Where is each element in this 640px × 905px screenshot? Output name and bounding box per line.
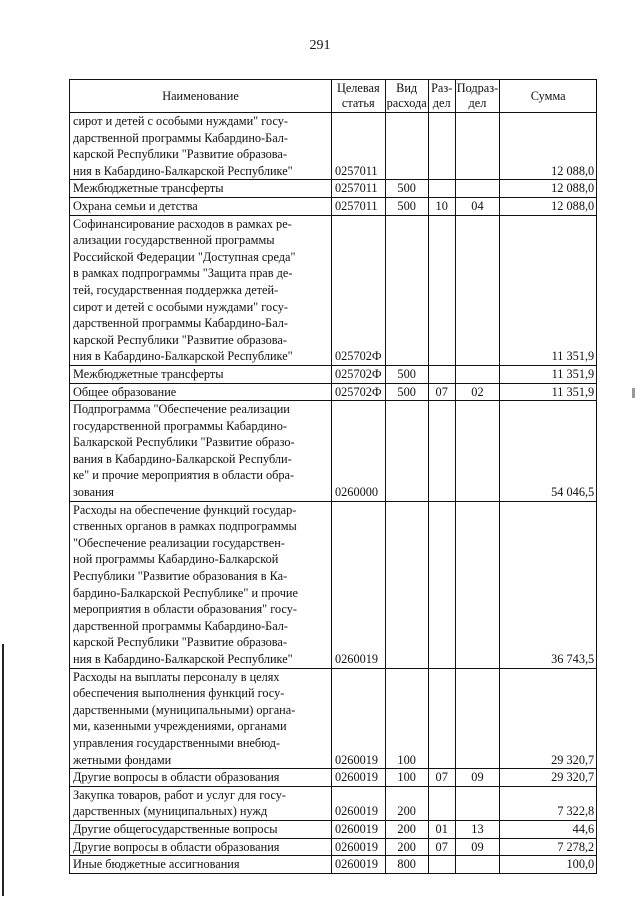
- cell-name: Подпрограмма "Обеспечение реализации государственной программы Кабардино- Балкарской Республики "Развитие образо- вания в Кабардино-Балкарской Республи- ке" и прочие мероприятия в области обра- зования: [70, 401, 332, 502]
- cell-expense-type: 100: [385, 769, 428, 787]
- table-row: [70, 856, 597, 874]
- cell-section: 07: [428, 383, 455, 401]
- cell-section: [428, 215, 455, 365]
- cell-section: [428, 786, 455, 820]
- cell-expense-type: 500: [385, 383, 428, 401]
- cell-subsection: 09: [455, 769, 500, 787]
- header-target-article: Целевая статья: [332, 80, 386, 113]
- cell-section: 07: [428, 769, 455, 787]
- cell-target-article: 0257011: [332, 197, 386, 215]
- cell-subsection: [455, 786, 500, 820]
- cell-sum: 54 046,5: [500, 401, 597, 502]
- cell-expense-type: 100: [385, 668, 428, 769]
- cell-target-article: 0260019: [332, 501, 386, 668]
- cell-subsection: [455, 501, 500, 668]
- cell-subsection: [455, 856, 500, 874]
- cell-expense-type: [385, 215, 428, 365]
- budget-table: [69, 79, 597, 874]
- cell-target-article: 0260000: [332, 401, 386, 502]
- header-name: Наименование: [70, 80, 332, 113]
- cell-target-article: 0260019: [332, 769, 386, 787]
- table-row: [70, 401, 597, 502]
- cell-subsection: [455, 113, 500, 180]
- cell-section: 07: [428, 838, 455, 856]
- cell-expense-type: [385, 113, 428, 180]
- cell-target-article: 0260019: [332, 786, 386, 820]
- table-row: [70, 383, 597, 401]
- cell-section: [428, 401, 455, 502]
- cell-name: Межбюджетные трансферты: [70, 180, 332, 198]
- cell-subsection: [455, 215, 500, 365]
- cell-expense-type: [385, 501, 428, 668]
- cell-name: Охрана семьи и детства: [70, 197, 332, 215]
- cell-sum: 7 322,8: [500, 786, 597, 820]
- cell-subsection: 13: [455, 820, 500, 838]
- cell-target-article: 0260019: [332, 668, 386, 769]
- cell-subsection: [455, 180, 500, 198]
- header-subsection: Подраз- дел: [455, 80, 500, 113]
- cell-target-article: 0257011: [332, 113, 386, 180]
- cell-subsection: [455, 668, 500, 769]
- cell-expense-type: 200: [385, 786, 428, 820]
- cell-section: [428, 113, 455, 180]
- cell-sum: 36 743,5: [500, 501, 597, 668]
- cell-name: Другие вопросы в области образования: [70, 838, 332, 856]
- cell-expense-type: 200: [385, 820, 428, 838]
- cell-subsection: 09: [455, 838, 500, 856]
- scan-margin-mark: [2, 644, 4, 896]
- cell-subsection: [455, 401, 500, 502]
- table-row: [70, 786, 597, 820]
- cell-subsection: 04: [455, 197, 500, 215]
- cell-expense-type: 800: [385, 856, 428, 874]
- cell-section: 10: [428, 197, 455, 215]
- cell-target-article: 025702Ф: [332, 365, 386, 383]
- cell-name: Общее образование: [70, 383, 332, 401]
- cell-target-article: 0260019: [332, 838, 386, 856]
- cell-section: 01: [428, 820, 455, 838]
- cell-sum: 12 088,0: [500, 113, 597, 180]
- cell-name: Другие общегосударственные вопросы: [70, 820, 332, 838]
- table-row: [70, 820, 597, 838]
- cell-name: Расходы на обеспечение функций государ- ственных органов в рамках подпрограммы "Обеспечение реализации государствен- ной программы Кабардино-Балкарской Республики "Развитие образования в Ка- бардино-Балкарской Республике" и прочие мероприятия в области образования" госу- дарственной программы Кабардино-Бал- карской Республики "Развитие образова- ния в Кабардино-Балкарской Республике": [70, 501, 332, 668]
- table-row: [70, 365, 597, 383]
- cell-target-article: 0260019: [332, 820, 386, 838]
- scan-edge-mark: [632, 388, 635, 398]
- cell-sum: 29 320,7: [500, 769, 597, 787]
- cell-section: [428, 668, 455, 769]
- cell-name: сирот и детей с особыми нуждами" госу- дарственной программы Кабардино-Бал- карской Республики "Развитие образова- ния в Кабардино-Балкарской Республике": [70, 113, 332, 180]
- cell-name: Другие вопросы в области образования: [70, 769, 332, 787]
- cell-subsection: 02: [455, 383, 500, 401]
- header-sum: Сумма: [500, 80, 597, 113]
- cell-expense-type: 200: [385, 838, 428, 856]
- table-row: [70, 501, 597, 668]
- cell-target-article: 025702Ф: [332, 383, 386, 401]
- header-expense-type: Вид расхода: [385, 80, 428, 113]
- cell-section: [428, 180, 455, 198]
- cell-name: Межбюджетные трансферты: [70, 365, 332, 383]
- header-section: Раз- дел: [428, 80, 455, 113]
- cell-sum: 12 088,0: [500, 197, 597, 215]
- table-body: [70, 113, 597, 874]
- cell-name: Иные бюджетные ассигнования: [70, 856, 332, 874]
- cell-target-article: 0260019: [332, 856, 386, 874]
- cell-sum: 11 351,9: [500, 215, 597, 365]
- cell-target-article: 0257011: [332, 180, 386, 198]
- cell-sum: 100,0: [500, 856, 597, 874]
- cell-sum: 11 351,9: [500, 365, 597, 383]
- cell-name: Расходы на выплаты персоналу в целях обеспечения выполнения функций госу- дарственными (муниципальными) органа- ми, казенными учреждениями, органами управления государственными внебюд- жетными фондами: [70, 668, 332, 769]
- table-header-row: [70, 80, 597, 113]
- cell-expense-type: 500: [385, 180, 428, 198]
- table-row: [70, 180, 597, 198]
- cell-name: Закупка товаров, работ и услуг для госу- дарственных (муниципальных) нужд: [70, 786, 332, 820]
- page-number: 291: [309, 38, 331, 53]
- table-row: [70, 197, 597, 215]
- table-row: [70, 113, 597, 180]
- table-row: [70, 838, 597, 856]
- table-row: [70, 769, 597, 787]
- table-row: [70, 668, 597, 769]
- cell-sum: 44,6: [500, 820, 597, 838]
- cell-section: [428, 856, 455, 874]
- cell-subsection: [455, 365, 500, 383]
- cell-expense-type: 500: [385, 365, 428, 383]
- cell-sum: 12 088,0: [500, 180, 597, 198]
- cell-sum: 29 320,7: [500, 668, 597, 769]
- cell-name: Софинансирование расходов в рамках ре- ализации государственной программы Российской Федерации "Доступная среда" в рамках подпрограммы "Защита прав де- тей, государственная поддержка детей- сирот и детей с особыми нуждами" госу- дарственной программы Кабардино-Бал- карской Республики "Развитие образова- ния в Кабардино-Балкарской Республике": [70, 215, 332, 365]
- cell-section: [428, 365, 455, 383]
- cell-expense-type: [385, 401, 428, 502]
- cell-sum: 7 278,2: [500, 838, 597, 856]
- cell-target-article: 025702Ф: [332, 215, 386, 365]
- cell-sum: 11 351,9: [500, 383, 597, 401]
- cell-expense-type: 500: [385, 197, 428, 215]
- cell-section: [428, 501, 455, 668]
- table-row: [70, 215, 597, 365]
